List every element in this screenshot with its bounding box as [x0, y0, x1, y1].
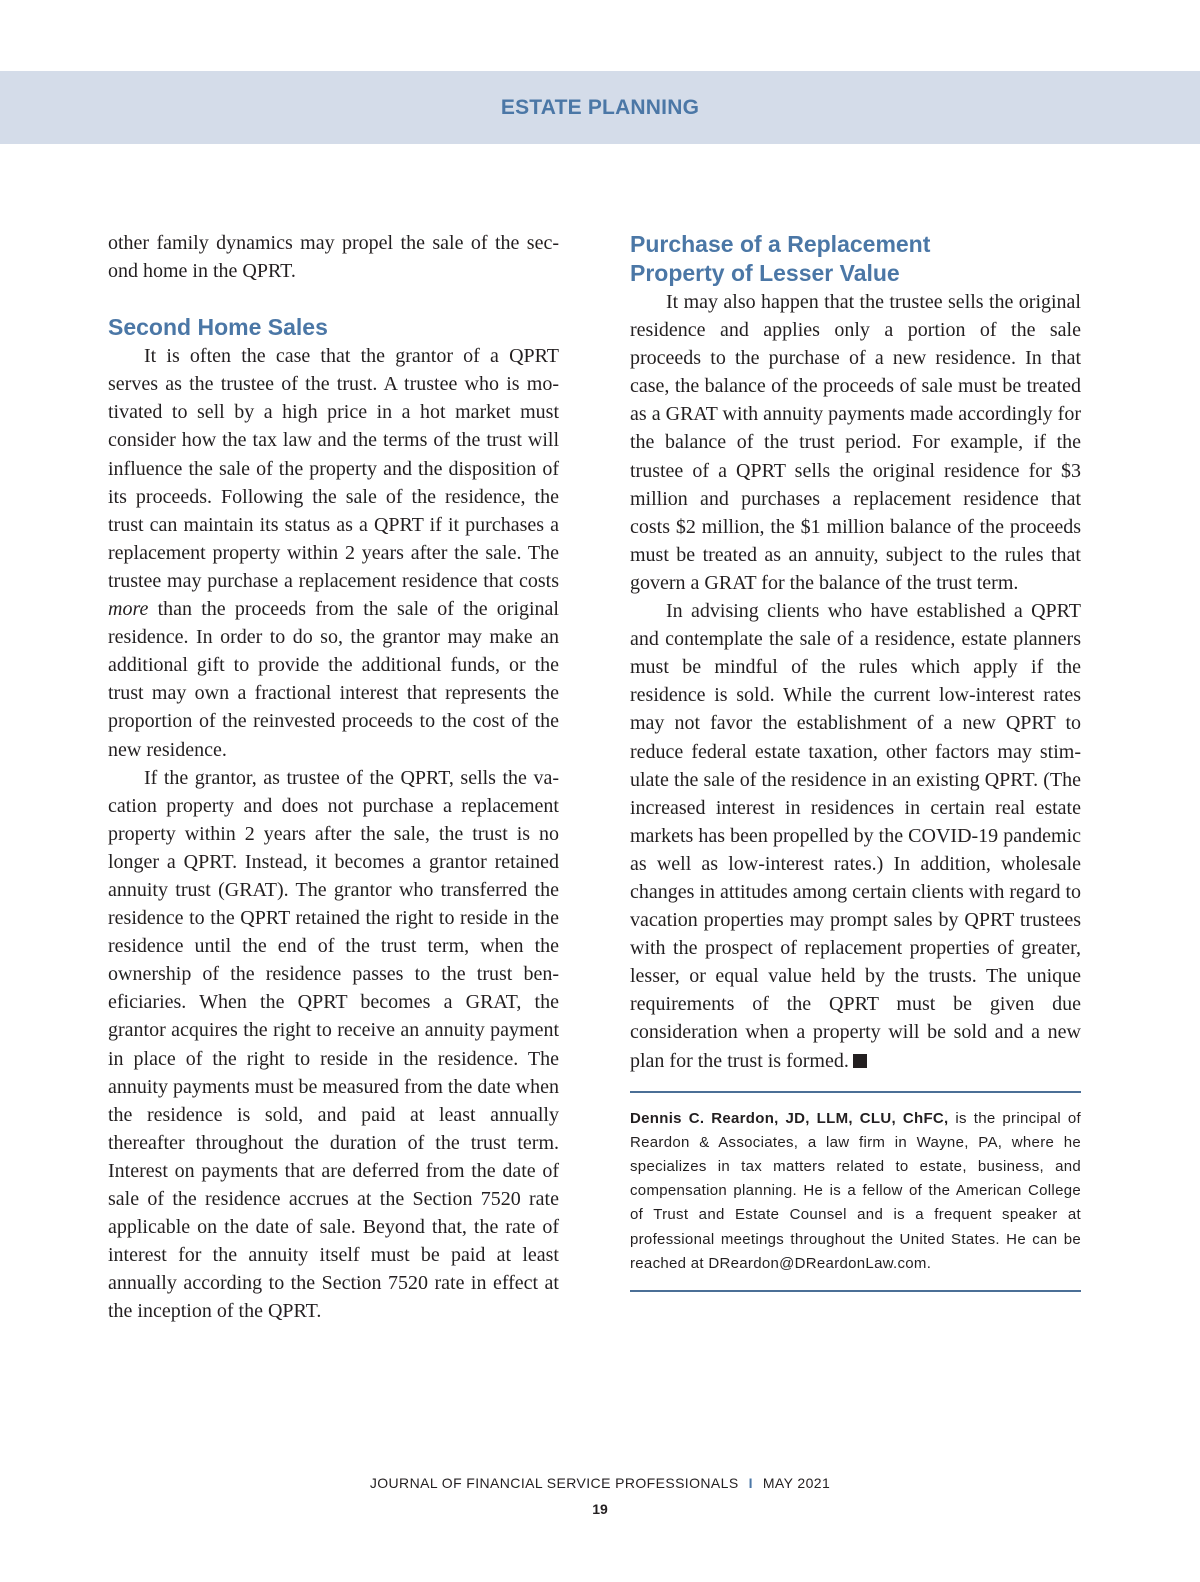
author-name: Dennis C. Reardon, JD, LLM, CLU, ChFC, [630, 1109, 949, 1127]
heading-replacement-lesser-value [630, 230, 1081, 288]
paragraph-partial-reinvestment: It may also happen that the trustee sells the original residence and applies only a portion of the sale proceeds to the purchase of a new residence. In that case, the balance of the proceeds of sale must be treated as a GRAT with annuity payments made accordingly for the balance of the trust period. For example, if the trustee of a QPRT sells the original residence for $3 million and purchases a replacement residence that costs $2 million, the $1 million balance of the proceeds must be treated as an annuity, subject to the rules that govern a GRAT for the balance of the trust term. [630, 291, 1081, 594]
footer-separator: I [748, 1475, 753, 1491]
author-bio-box [630, 1091, 1081, 1292]
section-header-banner [0, 71, 1200, 144]
left-column [108, 229, 559, 1325]
paragraph-advising-clients [630, 597, 1081, 1075]
paragraph-trustee-sale [108, 342, 559, 763]
paragraph-grat-conversion: If the grantor, as trustee of the QPRT, sells the vacation property and does not purchase a replacement property within 2 years after the sale, the trust is no longer a QPRT. Instead, it becomes a grantor retained annuity trust (GRAT). The grantor who transferred the residence to the QPRT retained the right to reside in the residence until the end of the trust term, when the ownership of the residence passes to the trust beneficiaries. When the QPRT becomes a GRAT, the grantor acquires the right to receive an annuity payment in place of the right to reside in the residence. The annuity payments must be measured from the date when the residence is sold, and paid at least annually thereafter throughout the duration of the trust term. Interest on payments that are deferred from the date of sale of the residence accrues at the Section 7520 rate applicable on the date of sale. Beyond that, the rate of interest for the annuity itself must be paid at least annually according to the Section 7520 rate in effect at the inception of the QPRT. [108, 766, 559, 1323]
heading-line: Property of Lesser Value [630, 260, 900, 286]
continued-paragraph: other family dynamics may propel the sale of the second home in the QPRT. [108, 232, 559, 283]
para-text: In advising clients who have established a QPRT and contemplate the sale of a residence, estate planners must be mindful of the rules which apply if the residence is sold. While the current low-interest rates may not favor the establishment of a new QPRT to reduce federal estate taxation, other factors may stimulate the sale of the residence in an existing QPRT. (The increased interest in residences in certain real estate markets has been propelled by the COVID-19 pandemic as well as low-interest rates.) In addition, wholesale changes in attitudes among certain clients with regard to vacation properties may prompt sales by QPRT trustees with the prospect of replacement properties of greater, lesser, or equal value held by the trusts. The unique requirements of the QPRT must be given due consideration when a property will be sold and a new plan for the trust is formed. [630, 600, 1081, 1072]
issue-date: MAY 2021 [762, 1475, 831, 1491]
page-number: 19 [592, 1501, 608, 1517]
para-text: It is often the case that the grantor of a QPRT serves as the trustee of the trust. A trustee who is motivated to sell by a high price in a hot market must consider how the tax law and the terms of the trust will influence the sale of the property and the disposition of its proceeds. Following the sale of the residence, the trust can maintain its status as a QPRT if it purchases a replacement property within 2 years after the sale. The trustee may purchase a replacement residence that costs [108, 345, 559, 592]
heading-line: Purchase of a Replacement [630, 231, 931, 257]
heading-second-home-sales: Second Home Sales [108, 314, 328, 341]
para-text: than the proceeds from the sale of the original residence. In order to do so, the grantor may make an additional gift to provide the additional funds, or the trust may own a fractional interest that represents the proportion of the reinvested proceeds to the cost of the new residence. [108, 598, 559, 761]
journal-name: JOURNAL OF FINANCIAL SERVICE PROFESSIONALS [369, 1475, 739, 1491]
page-footer [0, 1475, 1200, 1491]
right-column [630, 229, 1081, 1292]
end-of-article-mark [853, 1054, 867, 1068]
author-bio [630, 1107, 1081, 1276]
author-bio-text: is the principal of Reardon & Associates, a law firm in Wayne, PA, where he specializes in tax matters related to estate, business, and compensation planning. He is a fellow of the American College of Trust and Estate Counsel and is a frequent speaker at professional meetings throughout the United States. He can be reached at DReardon@DReardonLaw.com. [630, 1109, 1081, 1272]
emphasis-text: more [108, 598, 149, 621]
section-title: ESTATE PLANNING [500, 95, 700, 119]
